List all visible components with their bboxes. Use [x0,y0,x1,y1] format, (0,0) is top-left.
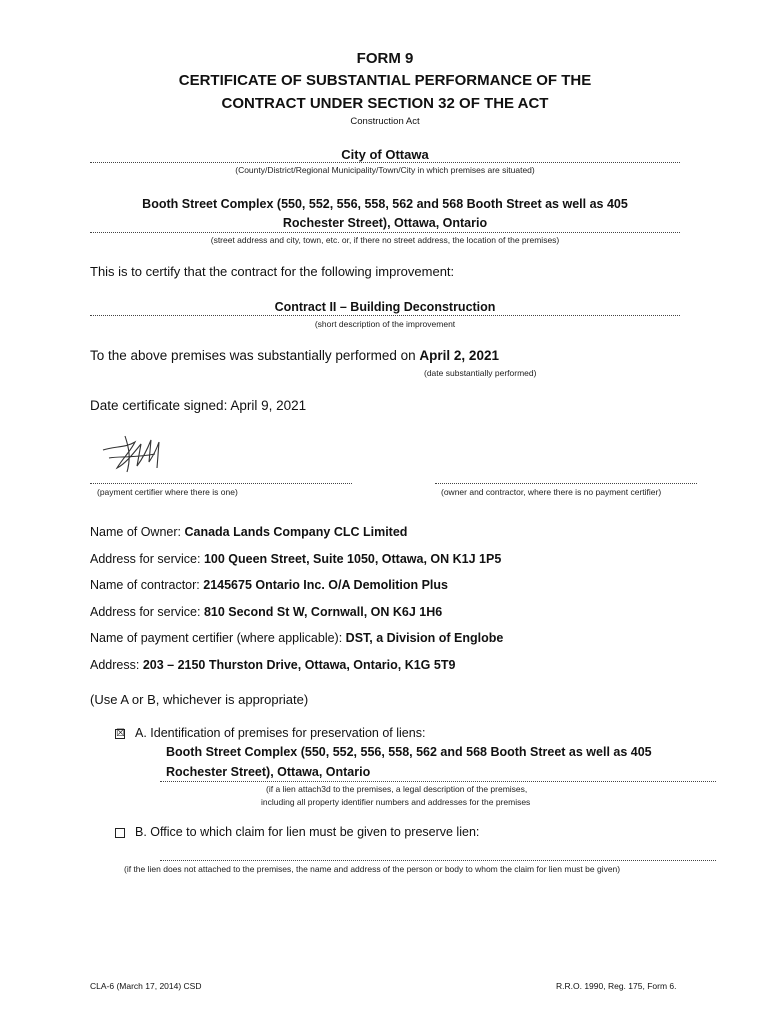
act-name: Construction Act [350,116,420,127]
owner-address-row [90,552,501,566]
owner-contractor-signature-line [435,483,697,484]
municipality-value: City of Ottawa [341,147,429,162]
option-a-label: A. Identification of premises for preservation of liens: [135,726,426,740]
municipality-underline [90,162,680,163]
form-title-line-2: CONTRACT UNDER SECTION 32 OF THE ACT [221,95,549,112]
improvement-underline [90,315,680,316]
owner-name-value: Canada Lands Company CLC Limited [184,525,408,539]
owner-address-label: Address for service: [90,552,204,566]
option-a-checkbox[interactable]: ☒ [116,728,125,739]
contractor-name-value: 2145675 Ontario Inc. O/A Demolition Plus [203,578,448,592]
option-b-underline [160,860,716,861]
municipality-caption: (County/District/Regional Municipality/Town/City in which premises are situated) [235,165,535,175]
contractor-name-row [90,578,448,592]
premises-underline [90,232,680,233]
payment-certifier-label: Name of payment certifier (where applicable): [90,631,346,645]
premises-caption: (street address and city, town, etc. or, if there no street address, the location of the premises) [210,235,560,245]
performed-caption: (date substantially performed) [424,368,537,378]
form-number: FORM 9 [356,50,414,67]
improvement-value: Contract II – Building Deconstruction [274,300,496,314]
contractor-address-value: 810 Second St W, Cornwall, ON K6J 1H6 [203,605,443,619]
option-a-value-line-1: Booth Street Complex (550, 552, 556, 558, 562 and 568 Booth Street as well as 405 [166,745,652,759]
payment-certifier-signature-line [90,483,352,484]
improvement-caption: (short description of the improvement [314,319,456,329]
owner-address-value: 100 Queen Street, Suite 1050, Ottawa, ON K1J 1P5 [203,552,502,566]
payment-certifier-row [90,631,503,645]
certifier-address-label: Address: [90,658,143,672]
payment-certifier-value: DST, a Division of Englobe [345,631,504,645]
signature-image [95,428,175,478]
footer-form-code: CLA-6 (March 17, 2014) CSD [90,981,202,991]
performed-line [90,348,499,363]
contractor-name-label: Name of contractor: [90,578,204,592]
certify-text: This is to certify that the contract for the following improvement: [90,264,455,279]
date-signed: Date certificate signed: April 9, 2021 [90,398,307,413]
option-a-value-line-2: Rochester Street), Ottawa, Ontario [166,765,371,779]
option-a-caption-line-1: (if a lien attach3d to the premises, a legal description of the premises, [266,784,528,794]
owner-name-row [90,525,407,539]
option-a-underline [160,781,716,782]
option-a-caption-line-2: including all property identifier numbers and addresses for the premises [261,797,531,807]
performed-date: April 2, 2021 [419,348,499,363]
performed-prefix: To the above premises was substantially performed on [90,348,420,363]
option-b-label: B. Office to which claim for lien must be given to preserve lien: [135,825,480,839]
form-title-line-1: CERTIFICATE OF SUBSTANTIAL PERFORMANCE OF THE [178,72,592,89]
option-b-caption: (if the lien does not attached to the premises, the name and address of the person or body to whom the claim for lien must be given) [124,864,621,874]
certifier-address-row [90,658,455,672]
certifier-address-value: 203 – 2150 Thurston Drive, Ottawa, Ontario, K1G 5T9 [142,658,456,672]
contractor-address-row [90,605,442,619]
owner-contractor-caption: (owner and contractor, where there is no payment certifier) [441,487,662,497]
premises-line-1: Booth Street Complex (550, 552, 556, 558, 562 and 568 Booth Street as well as 405 [142,197,628,211]
footer-regulation: R.R.O. 1990, Reg. 175, Form 6. [556,981,677,991]
owner-name-label: Name of Owner: [90,525,185,539]
contractor-address-label: Address for service: [90,605,204,619]
use-a-or-b: (Use A or B, whichever is appropriate) [90,692,309,707]
payment-certifier-caption: (payment certifier where there is one) [97,487,238,497]
option-b-checkbox[interactable] [115,828,125,838]
premises-line-2: Rochester Street), Ottawa, Ontario [282,216,488,230]
